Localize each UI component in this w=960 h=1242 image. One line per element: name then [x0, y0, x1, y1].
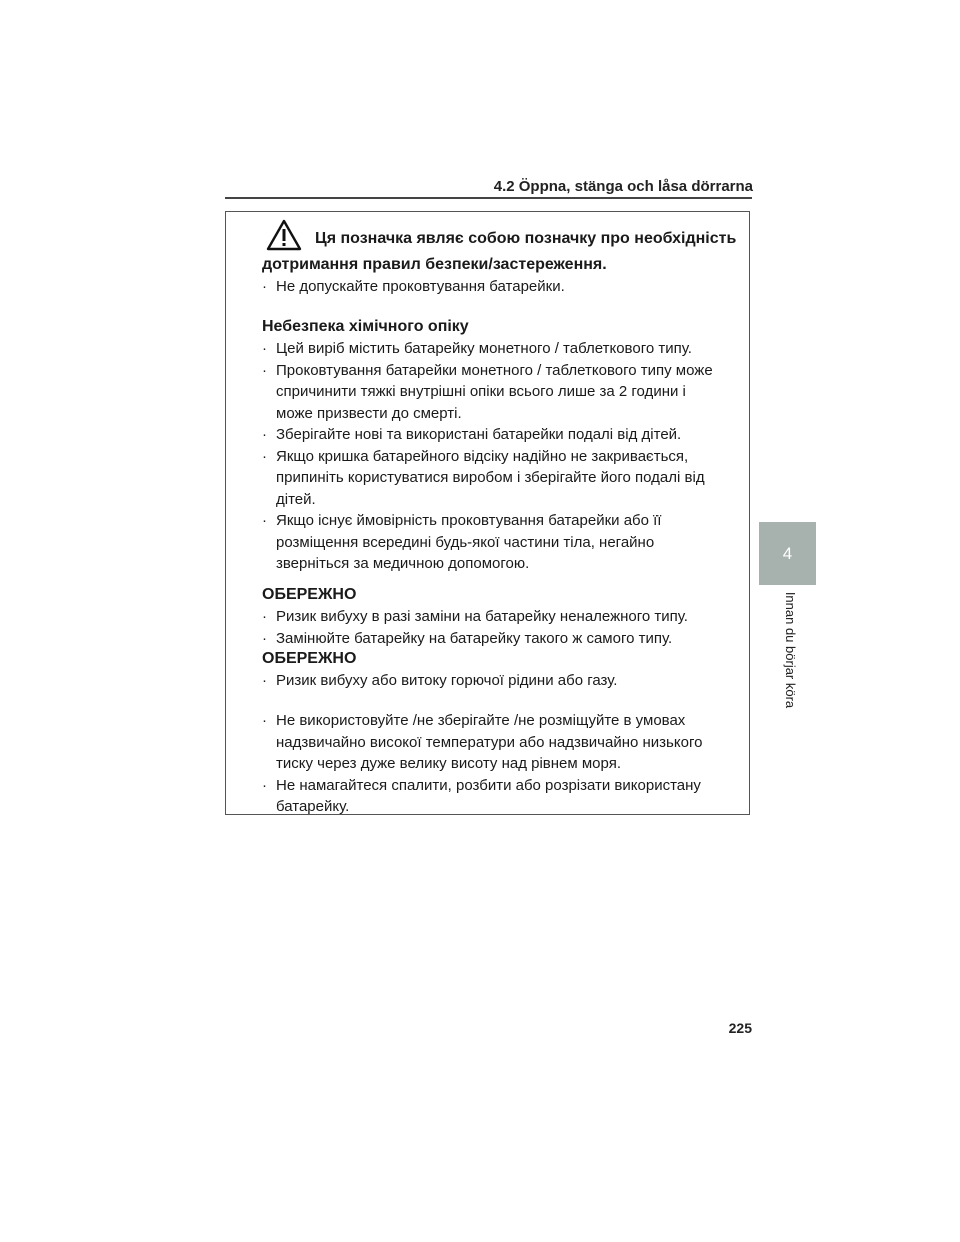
- intro-list: [262, 276, 722, 298]
- warning-box: [225, 211, 750, 815]
- list-item: · Ризик вибуху в разі заміни на батарейку неналежного типу.: [262, 608, 688, 625]
- warning-title-continued: дотримання правил безпеки/застереження.: [262, 256, 607, 273]
- chapter-label: Innan du börjar köra: [783, 591, 798, 709]
- section-heading: ОБЕРЕЖНО: [262, 650, 357, 667]
- list-item: · Проковтування батарейки монетного / таблеткового типу може спричинити тяжкі внутрішні опіки всього лише за 2 години і може призвести до смерті.: [262, 361, 713, 422]
- list-item: · Не намагайтеся спалити, розбити або розрізати використану батарейку.: [262, 776, 701, 815]
- header-divider: [225, 197, 752, 199]
- section-heading: ОБЕРЕЖНО: [262, 586, 357, 603]
- page-number: 225: [728, 1020, 752, 1036]
- chemical-burn-section: [262, 316, 722, 575]
- list-item: · Зберігайте нові та використані батарейки подалі від дітей.: [262, 426, 682, 443]
- storage-section: [262, 710, 722, 818]
- section-title: 4.2 Öppna, stänga och låsa dörrarna: [493, 178, 753, 195]
- list-item: · Цей виріб містить батарейку монетного / таблеткового типу.: [262, 340, 692, 357]
- list-item: · Не використовуйте /не зберігайте /не розміщуйте в умовах надзвичайно високої температури або надзвичайно низького тиску через дуже велику висоту над рівнем моря.: [262, 712, 703, 772]
- section-heading: Небезпека хімічного опіку: [262, 318, 469, 335]
- list-item: · Не допускайте проковтування батарейки.: [262, 278, 565, 295]
- warning-title: Ця позначка являє собою позначку про необхідність: [315, 230, 737, 247]
- warning-triangle-icon: [266, 219, 302, 251]
- chapter-number: 4: [782, 543, 793, 563]
- list-item: · Якщо існує ймовірність проковтування батарейки або її розміщення всередині будь-якої частини тіла, негайно зверніться за медичною допомогою.: [262, 512, 662, 572]
- list-item: · Замінюйте батарейку на батарейку такого ж самого типу.: [262, 629, 673, 647]
- caution-section-2: [262, 648, 722, 692]
- list-item: · Якщо кришка батарейного відсіку надійно не закривається, припиніть користуватися виробом і зберігайте його подалі від дітей.: [262, 447, 705, 508]
- caution-section: [262, 584, 722, 649]
- list-item: · Ризик вибуху або витоку горючої рідини або газу.: [262, 672, 618, 689]
- chapter-tab[interactable]: [759, 522, 816, 585]
